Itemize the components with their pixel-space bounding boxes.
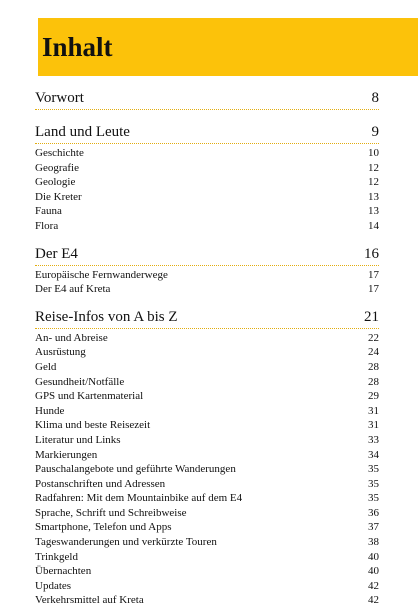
- entry-page: 28: [368, 375, 379, 388]
- section-page: 16: [364, 245, 379, 262]
- entry-label: Markierungen: [35, 448, 98, 461]
- toc-entry[interactable]: [35, 535, 379, 550]
- page-title: Inhalt: [42, 32, 113, 62]
- entry-page: 12: [368, 161, 379, 174]
- toc-entry[interactable]: [35, 418, 379, 433]
- entry-label: Ausrüstung: [35, 346, 86, 359]
- section-heading[interactable]: [35, 90, 379, 110]
- entry-label: Geografie: [35, 161, 79, 174]
- section-title: Der E4: [35, 245, 78, 262]
- toc-entry[interactable]: [35, 282, 379, 297]
- section-items: [35, 268, 379, 297]
- entry-page: 42: [368, 579, 379, 592]
- entry-label: Radfahren: Mit dem Mountainbike auf dem E4: [35, 492, 243, 505]
- entry-page: 34: [368, 448, 379, 461]
- entry-label: Hunde: [35, 404, 65, 417]
- entry-page: 35: [368, 477, 379, 490]
- toc-entry[interactable]: [35, 593, 379, 608]
- toc-entry[interactable]: [35, 477, 379, 492]
- entry-page: 24: [368, 346, 379, 359]
- entry-label: Smartphone, Telefon und Apps: [35, 521, 172, 534]
- entry-page: 29: [368, 390, 379, 403]
- toc-entry[interactable]: [35, 360, 379, 375]
- entry-label: Geld: [35, 360, 57, 373]
- entry-label: Postanschriften und Adressen: [35, 477, 166, 490]
- entry-label: Fauna: [35, 205, 62, 218]
- toc-entry[interactable]: [35, 579, 379, 594]
- entry-page: 17: [368, 283, 379, 296]
- entry-page: 14: [368, 219, 379, 232]
- entry-page: 13: [368, 205, 379, 218]
- toc-entry[interactable]: [35, 462, 379, 477]
- toc-entry[interactable]: [35, 375, 379, 390]
- toc-entry[interactable]: [35, 219, 379, 234]
- entry-page: 36: [368, 506, 379, 519]
- entry-page: 22: [368, 331, 379, 344]
- entry-page: 37: [368, 521, 379, 534]
- entry-page: 40: [368, 565, 379, 578]
- section-title: Vorwort: [35, 90, 84, 106]
- section-items: [35, 146, 379, 234]
- toc-entry[interactable]: [35, 268, 379, 283]
- toc-entry[interactable]: [35, 404, 379, 419]
- toc-section: [35, 309, 379, 608]
- entry-page: 31: [368, 419, 379, 432]
- toc-section: [35, 90, 379, 110]
- entry-page: 38: [368, 536, 379, 549]
- section-title: Land und Leute: [35, 124, 130, 140]
- toc-entry[interactable]: [35, 491, 379, 506]
- entry-label: Geschichte: [35, 147, 84, 159]
- toc-entry[interactable]: [35, 564, 379, 579]
- section-page: 8: [371, 90, 379, 106]
- toc-entry[interactable]: [35, 161, 379, 176]
- section-page: 21: [364, 308, 379, 325]
- toc-entry[interactable]: [35, 520, 379, 535]
- entry-label: Sprache, Schrift und Schreibweise: [35, 506, 187, 519]
- entry-label: An- und Abreise: [35, 331, 108, 344]
- section-heading[interactable]: [35, 246, 379, 266]
- entry-label: Gesundheit/Notfälle: [35, 375, 125, 388]
- entry-label: GPS und Kartenmaterial: [35, 390, 144, 403]
- section-items: [35, 331, 379, 608]
- title-banner: [38, 18, 418, 76]
- entry-page: 13: [368, 190, 379, 203]
- entry-label: Verkehrsmittel auf Kreta: [35, 594, 144, 607]
- entry-page: 42: [368, 594, 379, 607]
- entry-label: Literatur und Links: [35, 433, 121, 446]
- entry-page: 17: [368, 268, 379, 281]
- toc-entry[interactable]: [35, 190, 379, 205]
- entry-page: 35: [368, 492, 379, 505]
- toc-entry[interactable]: [35, 433, 379, 448]
- toc-entry[interactable]: [35, 331, 379, 346]
- entry-label: Europäische Fernwanderwege: [35, 268, 168, 281]
- entry-label: Tageswanderungen und verkürzte Touren: [35, 536, 217, 549]
- toc-entry[interactable]: [35, 175, 379, 190]
- entry-label: Klima und beste Reisezeit: [35, 419, 151, 432]
- entry-label: Updates: [35, 579, 72, 592]
- entry-label: Pauschalangebote und geführte Wanderungen: [35, 463, 236, 476]
- toc-entry[interactable]: [35, 448, 379, 463]
- section-page: 9: [371, 124, 379, 140]
- toc-entry[interactable]: [35, 550, 379, 565]
- entry-label: Übernachten: [35, 565, 92, 578]
- entry-page: 28: [368, 360, 379, 373]
- toc-entry[interactable]: [35, 204, 379, 219]
- entry-page: 12: [368, 176, 379, 189]
- entry-page: 31: [368, 404, 379, 417]
- section-heading[interactable]: [35, 309, 379, 329]
- entry-label: Flora: [35, 219, 59, 232]
- entry-page: 35: [368, 463, 379, 476]
- entry-label: Trinkgeld: [35, 550, 78, 563]
- toc-entry[interactable]: [35, 389, 379, 404]
- entry-page: 33: [368, 433, 379, 446]
- toc-entry[interactable]: [35, 146, 379, 161]
- toc-section: [35, 246, 379, 297]
- entry-page: 40: [368, 550, 379, 563]
- entry-label: Die Kreter: [35, 190, 82, 203]
- section-title: Reise-Infos von A bis Z: [35, 308, 178, 325]
- entry-label: Geologie: [35, 176, 76, 189]
- toc-entry[interactable]: [35, 506, 379, 521]
- table-of-contents: [35, 90, 379, 608]
- entry-page: 10: [368, 147, 379, 159]
- section-heading[interactable]: [35, 124, 379, 144]
- toc-section: [35, 124, 379, 234]
- entry-label: Der E4 auf Kreta: [35, 283, 111, 296]
- toc-entry[interactable]: [35, 345, 379, 360]
